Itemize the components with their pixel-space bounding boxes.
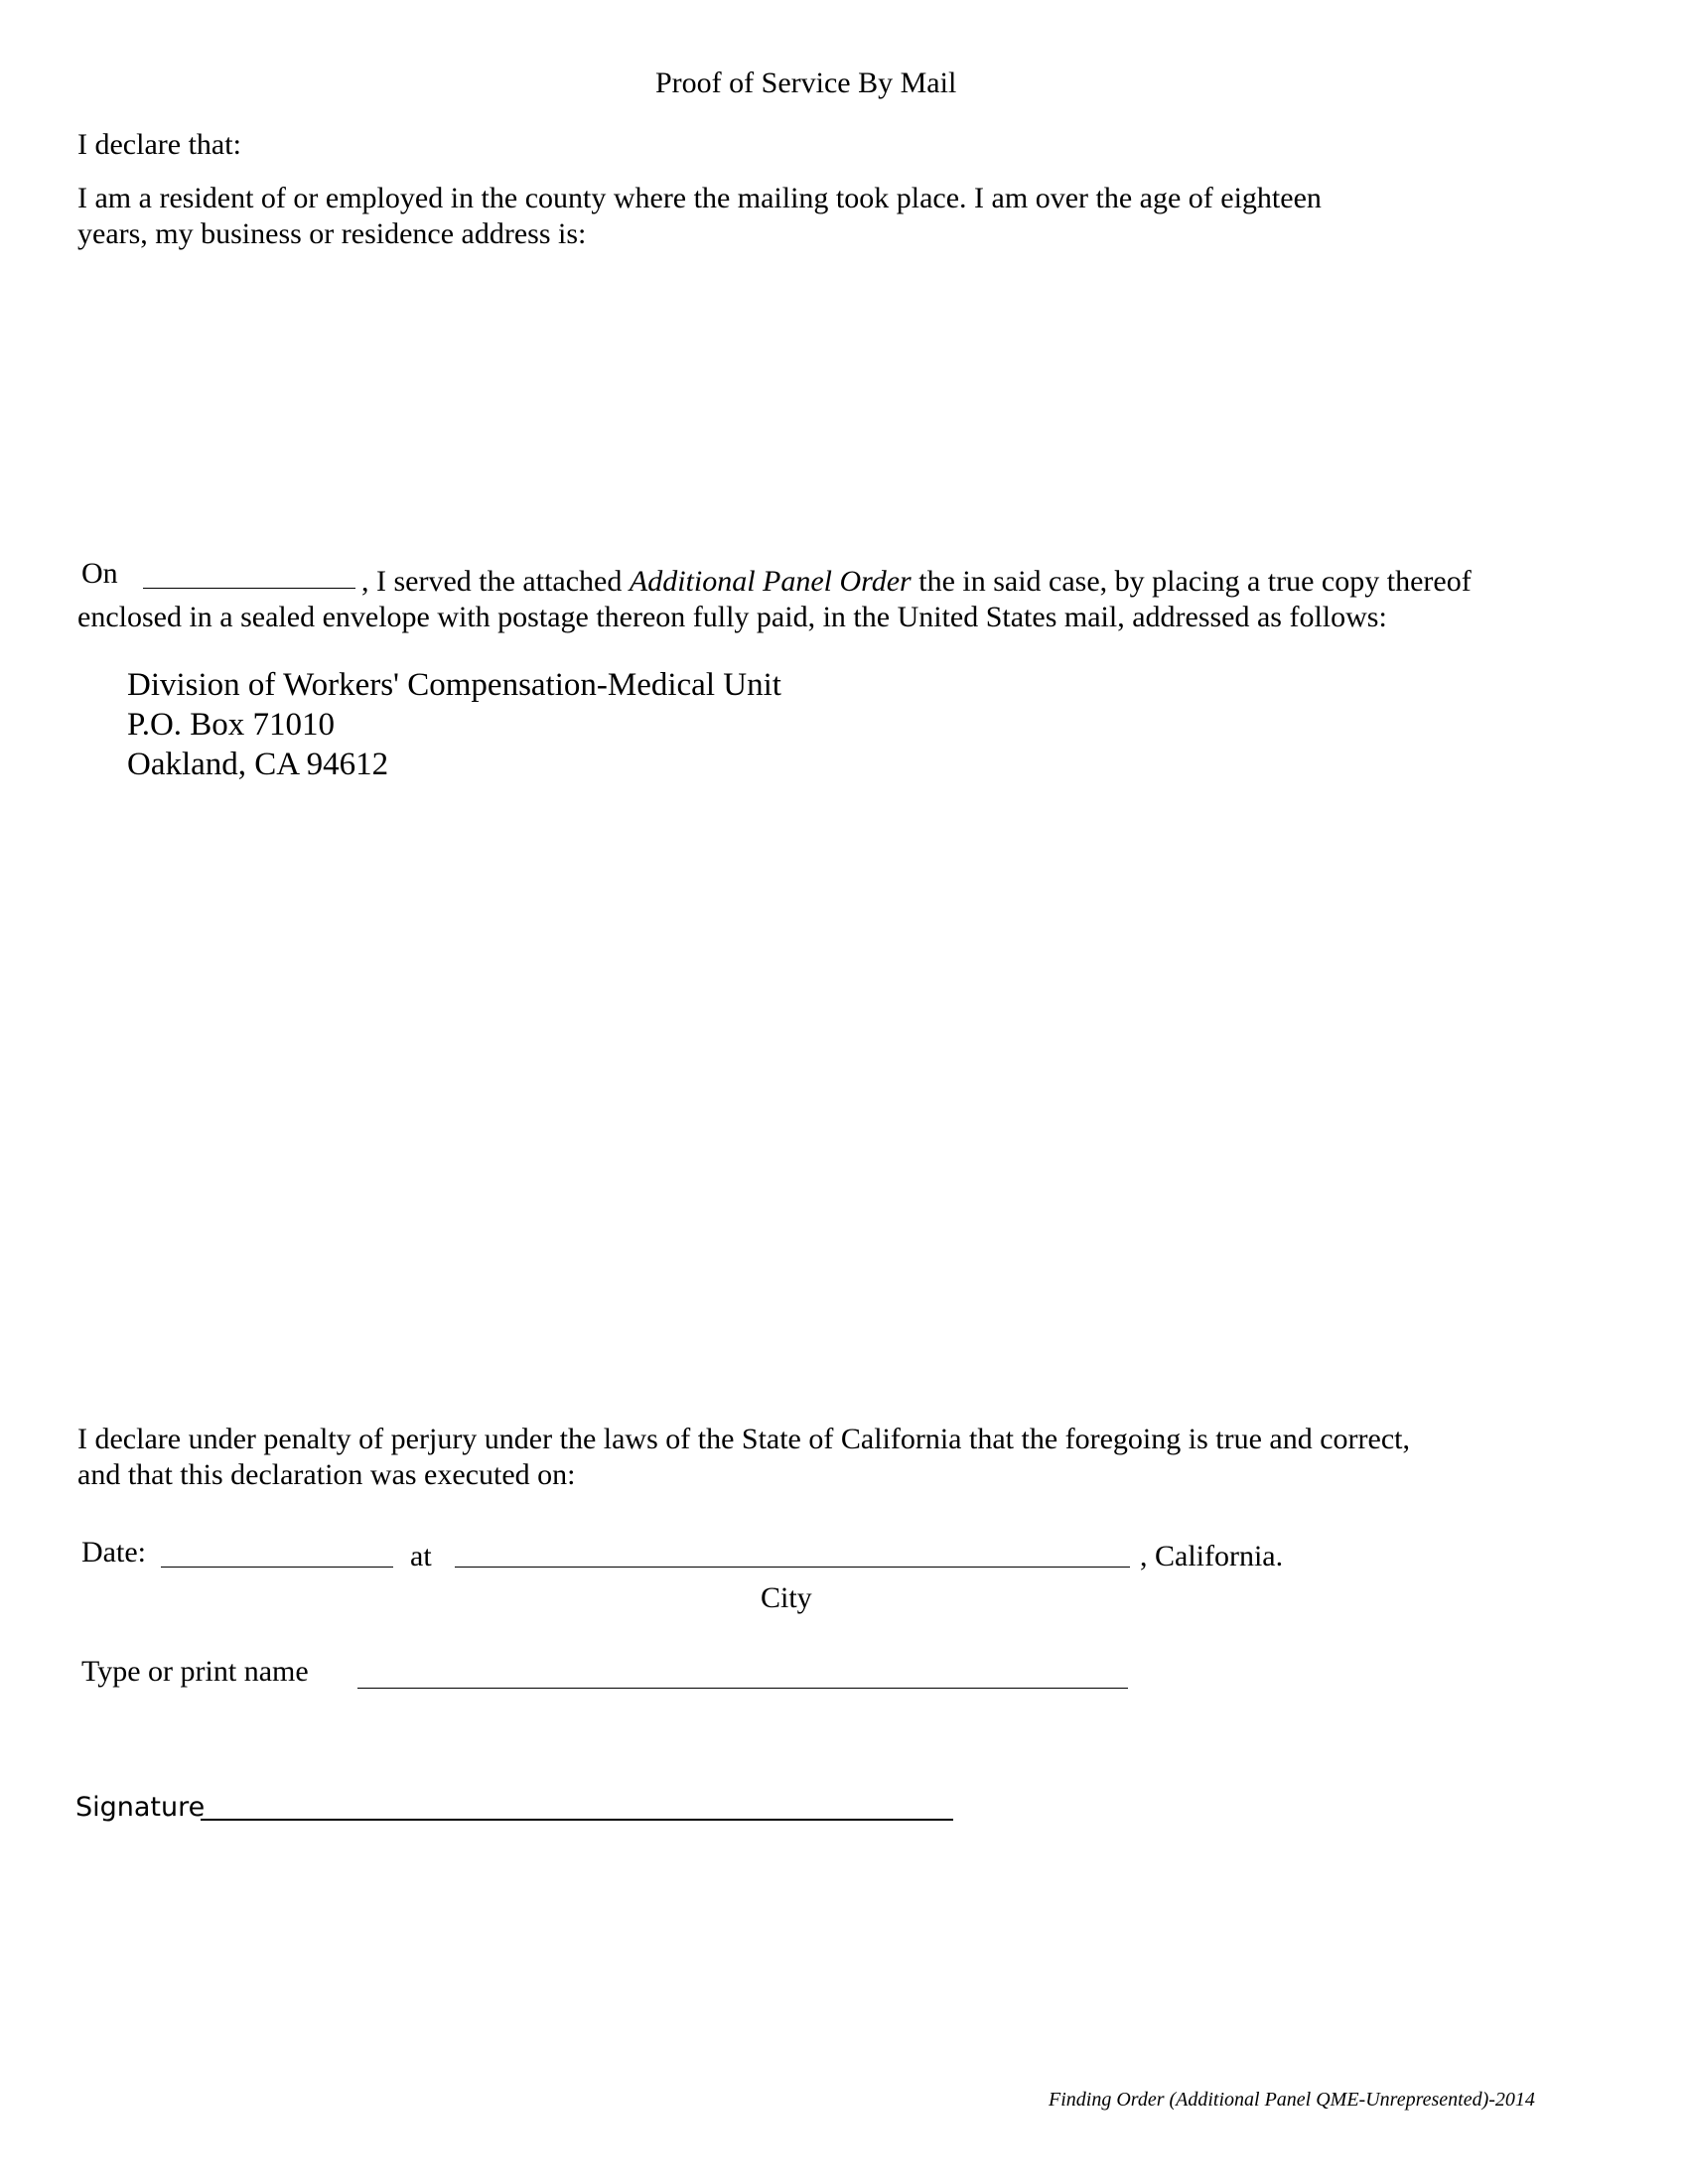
residency-statement-line-1: I am a resident of or employed in the county where the mailing took place. I am over the age of eighteen (77, 182, 1322, 214)
footer-form-id: Finding Order (Additional Panel QME-Unrepresented)-2014 (1049, 2089, 1535, 2111)
mailing-address-po-box: P.O. Box 71010 (127, 707, 336, 743)
served-document-name: Additional Panel Order (629, 565, 912, 598)
print-name-blank[interactable] (357, 1688, 1128, 1689)
city-blank[interactable] (455, 1567, 1130, 1568)
at-label: at (410, 1540, 432, 1572)
service-statement-line-2: enclosed in a sealed envelope with postage thereon fully paid, in the United States mail, addressed as follows: (77, 601, 1387, 633)
declare-heading: I declare that: (77, 128, 241, 161)
mailing-address-name: Division of Workers' Compensation-Medical Unit (127, 667, 781, 703)
perjury-declaration-line-1: I declare under penalty of perjury under the laws of the State of California that the foregoing is true and correct, (77, 1423, 1410, 1455)
residency-statement-line-2: years, my business or residence address is: (77, 217, 587, 250)
service-text-after: the in said case, by placing a true copy thereof (911, 565, 1472, 598)
date-label: Date: (81, 1536, 146, 1569)
state-suffix: , California. (1140, 1540, 1284, 1572)
mailing-address-city: Oakland, CA 94612 (127, 747, 389, 782)
signature-label: Signature (75, 1792, 206, 1823)
service-date-blank[interactable] (143, 588, 355, 589)
page-title: Proof of Service By Mail (655, 67, 957, 99)
service-text-before: , I served the attached (361, 565, 630, 598)
signature-blank[interactable] (201, 1819, 953, 1821)
print-name-label: Type or print name (81, 1655, 309, 1688)
service-statement-line-1 (361, 564, 1472, 600)
execution-date-blank[interactable] (161, 1567, 393, 1568)
service-on-label: On (81, 557, 118, 590)
perjury-declaration-line-2: and that this declaration was executed on: (77, 1458, 576, 1491)
city-caption: City (761, 1581, 812, 1614)
